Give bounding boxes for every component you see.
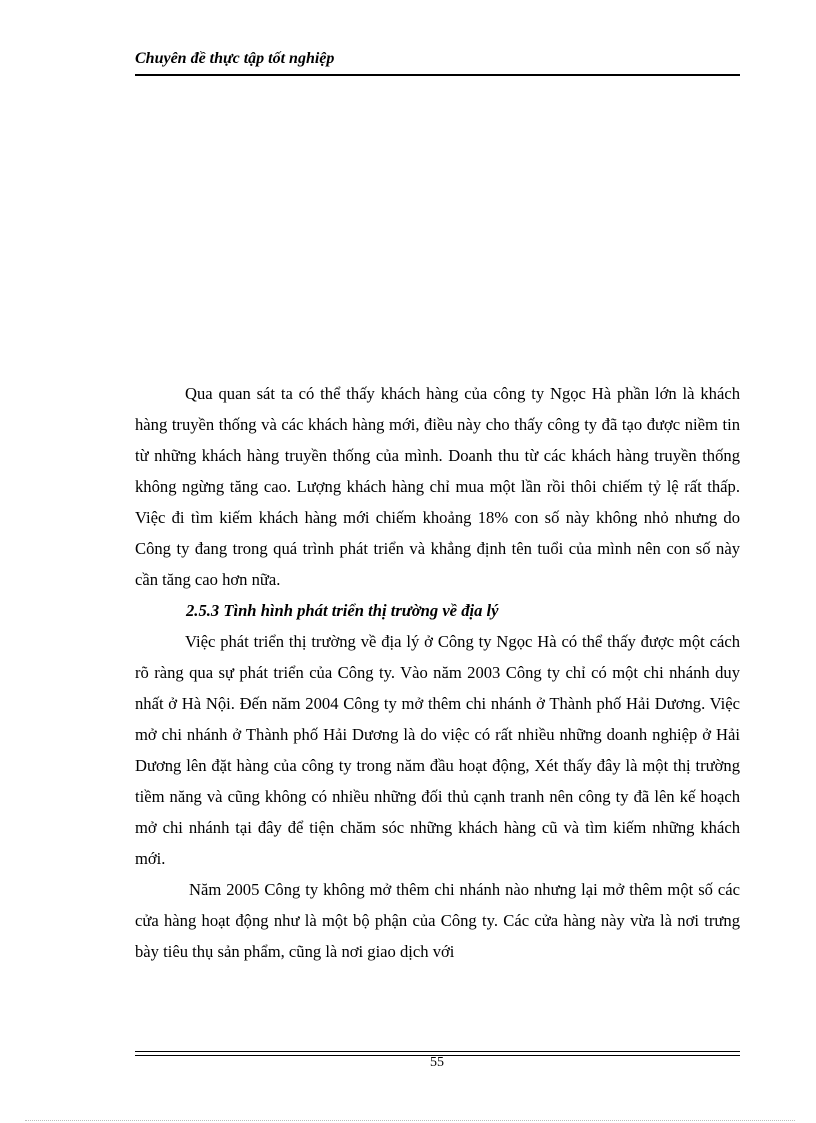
page-header — [135, 48, 740, 76]
paragraph-customer-analysis: Qua quan sát ta có thể thấy khách hàng của công ty Ngọc Hà phần lớn là khách hàng truyền thống và các khách hàng mới, điều này cho thấy công ty đã tạo được niềm tin từ những khách hàng truyền thống của mình. Doanh thu từ các khách hàng truyền thống không ngừng tăng cao. Lượng khách hàng chỉ mua một lần rồi thôi chiếm tỷ lệ rất thấp. Việc đi tìm kiếm khách hàng mới chiếm khoảng 18% con số này không nhỏ nhưng do Công ty đang trong quá trình phát triển và khẳng định tên tuổi của mình nên con số này cần tăng cao hơn nữa. — [135, 384, 740, 589]
document-body — [135, 378, 740, 967]
paragraph-2005-stores: Năm 2005 Công ty không mở thêm chi nhánh nào nhưng lại mở thêm một số các cửa hàng hoạt động như là một bộ phận của Công ty. Các cửa hàng này vừa là nơi trưng bày tiêu thụ sản phẩm, cũng là nơi giao dịch với — [135, 880, 740, 961]
paragraph-geographic-development: Việc phát triển thị trường về địa lý ở Công ty Ngọc Hà có thể thấy được một cách rõ ràng qua sự phát triển của Công ty. Vào năm 2003 Công ty chỉ có một chi nhánh duy nhất ở Hà Nội. Đến năm 2004 Công ty mở thêm chi nhánh ở Thành phố Hải Dương. Việc mở chi nhánh ở Thành phố Hải Dương là do việc có rất nhiều những doanh nghiệp ở Hải Dương lên đặt hàng của công ty trong năm đầu hoạt động, Xét thấy đây là một thị trường tiềm năng và cũng không có nhiều những đối thủ cạnh tranh nên công ty đã lên kế hoạch mở chi nhánh tại đây để tiện chăm sóc những khách hàng cũ và tìm kiếm những khách mới. — [135, 632, 740, 868]
page-bottom-divider — [25, 1120, 795, 1121]
section-heading: 2.5.3 Tình hình phát triển thị trường về địa lý — [186, 601, 499, 620]
header-title: Chuyên đề thực tập tốt nghiệp — [135, 50, 335, 67]
page-number: 55 — [430, 1055, 444, 1070]
